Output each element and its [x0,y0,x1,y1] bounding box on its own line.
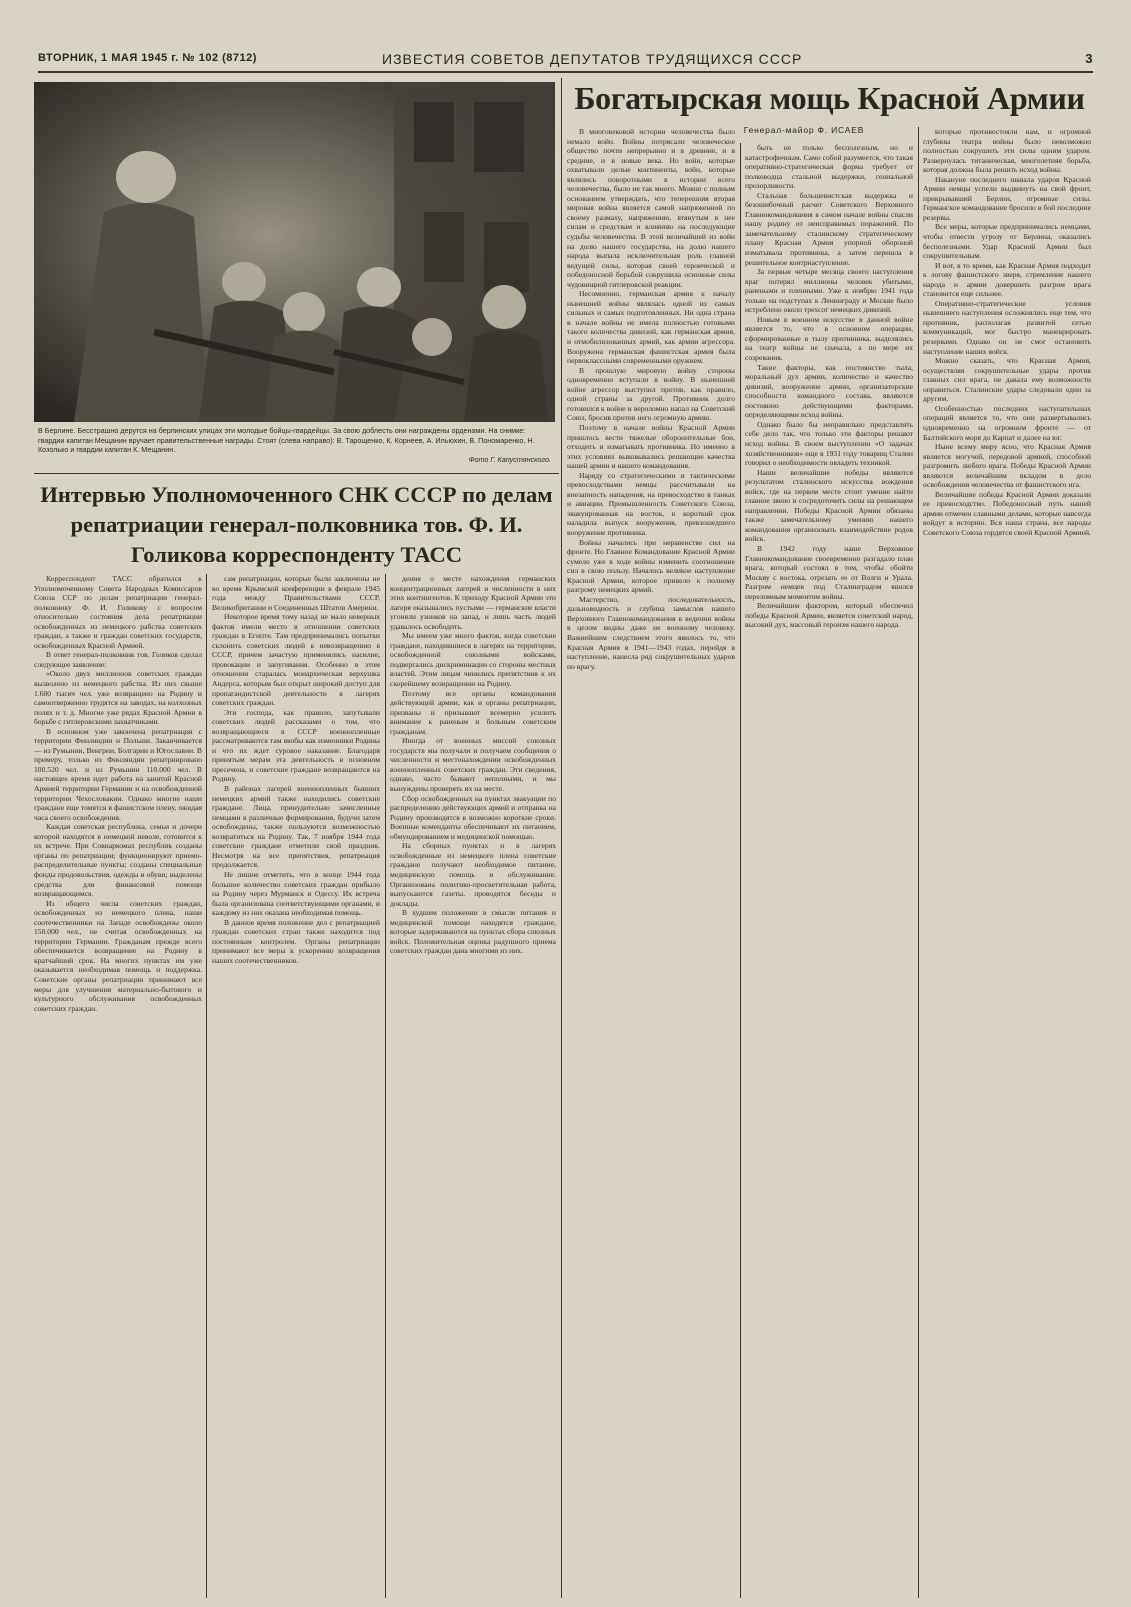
paragraph: Величайшим фактором, который обеспечил победы Красной Армии, является советский народ, высокий дух, массовый героизм нашего народа. [745,601,913,630]
interview-column-1 [34,574,202,1598]
newspaper-name: ИЗВЕСТИЯ СОВЕТОВ ДЕПУТАТОВ ТРУДЯЩИХСЯ СССР [382,51,803,67]
column-rule-article-2 [918,127,919,1598]
interview-column-2 [212,574,380,1598]
paragraph: И вот, в то время, как Красная Армия подходит к логову фашистского зверя, стремление нашего народа и армии довершить разгром врага становится еще сильнее. [923,260,1091,299]
paragraph: Несомненно, германская армия к началу нынешней войны являлась одной из самых сильных и самых подготовленных. Ни одна страна в начале войны не имела полностью готовыми такого количества дивизий, как германская армия, и отмобилизованных армий, как армии агрессора. Вооружена германская фашистская армия была первоклассными современными оружием. [567,289,735,366]
paragraph: За первые четыре месяца своего наступления враг потерял миллионы человек убитыми, ранеными и пленными. Уже к ноябрю 1941 года только на подступах к Ленинграду и Москве было истреблено около трехсот немецких дивизий. [745,267,913,315]
paragraph: Из общего числа советских граждан, освобожденных из немецкого плена, наши соотечественники на Западе освобождены около 150.000 чел., не считая освобожденных на территории Германии. Гражданам прежде всего обеспечивается возвращение на Родину в кратчайший срок. На многих пунктах им уже оказывается необходимая помощь и поддержка. Советские органы репатриации принимают все меры для улучшения материально-бытового и культурного обслуживания освобожденных советских граждан. [34,898,202,1013]
paragraph: Особенностью последних наступательных операций является то, что они развертывались одновременно на огромном фронте — от Балтийского моря до Карпат и далее на юг. [923,403,1091,442]
paragraph: Новым в военном искусстве в данной войне является то, что в основном операции, сформированные в тылу противника, выделялись на театр войны не сначала, а по мере их созревания. [745,314,913,363]
paragraph: быть не только бесполезным, но и катастрофичным. Само собой разумеется, что такая оперативно-стратегическая форма требует от полководца стальной выдержки, гениальной прозорливости. [745,143,913,191]
soldiers-photo-image [34,82,555,422]
interview-column-3 [390,574,556,1598]
paragraph: Ныне всему миру ясно, что Красная Армия является могучей, передовой армией, способной разгромить любого врага. Победы Красной Армии являются величайшим вкладом в дело освобождения человечества от фашистского ига. [923,442,1091,490]
paragraph: В районах лагерей военнопленных бывших немецких армий также находились советские граждане. Лица, принудительно зачисленные немцами в различные формирования, будучи затем освобождены, также пользуются возможностью возвратиться на Родину. Так, 7 ноября 1944 года советские граждане отметили свой праздник. Несмотря на все препятствия, репатриация продолжается. [212,784,380,870]
photo-credit: Фото Г. Капустянского. [468,454,551,464]
paragraph: Войны начались при неравенстве сил на фронте. Но Главное Командование Красной Армии сумело уже в ходе войны изменить соотношение сил в свою пользу. Началось великое наступление Красной Армии, которое привело к полному разгрому немецких армий. [567,537,735,595]
paragraph: Оперативно-стратегические условия нынешнего наступления осложнялись еще тем, что противник, располагая развитой сетью коммуникаций, мог быстро маневрировать резервами. Однако он не смог остановить наступление наших войск. [923,298,1091,356]
paragraph: В ответ генерал-полковник тов. Голиков сделал следующее заявление: [34,650,202,669]
paragraph: Сбор освобожденных на пунктах эвакуации по распределению действующих армий и отправка на Родину производятся в возможно короткие сроки. Военные коменданты обеспечивают их питанием, обмундированием и медицинской помощью. [390,793,556,841]
paragraph: сам репатриации, которые были заключены не во время Крымской конференции в феврале 1945 года между Правительствами СССР, Великобритании и Соединенных Штатов Америки. [212,574,380,612]
paragraph: Некоторое время тому назад не мало неверных фактов имели место в отношении советских граждан в Египте. Там предпринимались попытки склонить советских людей к невозвращению в СССР, причем зачастую применялись насилие, провокации и запугивания. Особенно в этом отношении старалась монархическая верхушка Андерса, которым был открыт широкий доступ для пропагандистской деятельности в лагерях советских граждан. [212,612,380,708]
paragraph: В данное время положение дел с репатриацией граждан советских стран также находится под постоянным контролем. Органы репатриации принимают все меры к ускорению возвращения наших соотечественников. [212,917,380,965]
paragraph: Поэтому все органы командования действующей армии, как и органы репатриации, призваны и призывают всемерно усилить внимание к раненым и больным советским гражданам. [390,688,556,736]
article-column-3 [923,127,1091,1598]
column-rule-main [561,78,562,1598]
article-author: Генерал-майор Ф. ИСАЕВ [743,125,865,135]
paragraph: Стальная большевистская выдержка и безошибочный расчет Советского Верховного Главнокомандования в самом начале войны спасли нашу родину от неисправимых поражений. По замечательному сталинскому стратегическому плану Красная Армия упорной обороной изматывала противника, а затем перешла в решительное контрнаступление. [745,190,913,267]
paragraph: В многовековой истории человечества было немало войн. Войны потрясали человеческое общество почти непрерывно и в древние, и в средние, и в новые века. Но войн, которые охватывали целые континенты, войн, которые являлись поворотными в истории всего человечества, было не так много. Можно с полным основанием утверждать, что теперешняя вторая мировая война является самой напряженной по своему размаху, напряжению, втянутым в нее силам и средствам и влиянию на последующие судьбы человечества. В этой величайшей из войн на долю нашего государства, на долю нашего народа выпала исключительная роль главной ведущей силы, которая своей героической и победоносной борьбой сокрушила основные силы чудовищной гитлеровской реакции. [567,127,735,289]
paragraph: Корреспондент ТАСС обратился к Уполномоченному Совета Народных Комиссаров Союза ССР по делам репатриации генерал-полковнику Ф. И. Голикову с вопросом относительно состояния дела репатриации освобожденных из немецкого рабства советских граждан, а также и граждан советских государств, освобожденных Красной Армией. [34,574,202,650]
paragraph: В основном уже закончена репатриация с территории Финляндии и Польши. Заканчивается — из Румынии, Венгрии, Болгарии и Югославии. В примеру, только из Финляндии репатриировано 100.520 чел. и из Румынии 110.000 чел. В настоящее время идет работа на занятой Красной Армией территории Германии и на освобожденной территории Чехословакии. Однако многие наши граждане еще томятся в фашистском плену, ожидая часа своего освобождения. [34,726,202,822]
paragraph: Не лишне отметить, что в конце 1944 года большое количество советских граждан прибыло на Родину через Мурманск и Одессу. Их встреча была организована соответствующими органами, и каждому из них оказана необходимая помощь. [212,869,380,918]
column-rule-interview-2 [385,574,386,1598]
paragraph: Величайшие победы Красной Армии доказали ее превосходство. Победоносный путь нашей армии отмечен славными делами, которые навсегда войдут в историю. Вся наша страна, все народы Советского Союза гордятся своей Красной Армией. [923,489,1091,537]
paragraph: Мы имеем уже много фактов, когда советские граждане, находившиеся в лагерях на территории, освобожденной союзными войсками, подвергались дискриминации со стороны местных властей. Этим лицам чинились препятствия к их скорейшему возвращению на Родину. [390,631,556,689]
masthead [38,49,1093,73]
paragraph: Однако было бы неправильно представлять себе дело так, что только эти факторы решают исход войны. В своем выступлении «О задачах хозяйственников» еще в 1931 году товарищ Сталин говорил о необходимости овладеть техникой. [745,419,913,468]
interview-headline: Интервью Уполномоченного СНК СССР по делам репатриации генерал-полковника тов. Ф. И. Голикова корреспонденту ТАСС [34,473,559,569]
paragraph: Поэтому в начале войны Красной Армии пришлось вести тяжелые оборонительные бои, отходить и изматывать противника. Но именно в этих условиях выковывались решающие качества нашей армии и нашего командования. [567,422,735,471]
paragraph: Иногда от военных миссий союзных государств мы получали и получаем сообщения о численности и местонахождении освобожденных военнопленных советских граждан. Эти сведения, однако, часто бывают неполными, и мы вынуждены проверять их на месте. [390,736,556,794]
paragraph: Накануне последнего шквала ударов Красной Армии немцы успели выдвинуть на свой фронт, прикрывавший Берлин, огромные силы. Германское командование бросило в бой последние резервы. [923,174,1091,222]
article-column-2 [745,143,913,1598]
news-photo [34,82,555,422]
page-number: 3 [1085,51,1093,66]
paragraph: Эти господа, как правило, запутывали советских людей рассказами о том, что возвращающиеся в СССР военнопленные рассматриваются там якобы как изменники Родины и что их ждет суровое наказание. Благодаря принятым мерам эта деятельность в основном пресечена, и советские граждане возвращаются на Родину. [212,707,380,784]
article-headline: Богатырская мощь Красной Армии [574,80,1085,116]
paragraph: Наряду со стратегическими и тактическими превосходствами немцы рассчитывали на внезапность нападения, на превосходство в танках и авиации. Промышленность Советского Союза, эвакуированная на восток, в короткий срок наладила выпуск вооружения, превзошедшего вооружение противника. [567,470,735,537]
paragraph: На сборных пунктах и в лагерях освобожденные из немецкого плена советские граждане получают необходимое питание, медицинскую помощь и обслуживание. Организована политико-просветительная работа, выпускаются газеты, проводятся беседы и доклады. [390,841,556,908]
paragraph: Все меры, которые предпринимались немцами, чтобы отвести угрозу от Берлина, оказались бесполезными. Удар Красной Армии был сокрушительным. [923,222,1091,261]
column-rule-article-1 [740,143,741,1598]
paragraph: дения о месте нахождения германских концентрационных лагерей и численности в них этих контингентов. К приходу Красной Армии эти лагеря оказывались пустыми — германские власти угоняли узников на запад, и лишь часть людей удавалось освободить. [390,574,556,631]
paragraph: В худшем положении в смысле питания и медицинской помощи находятся граждане, которые задерживаются на пунктах сбора союзных войск. Положительная оценка радушного приема советских граждан дана многими из них. [390,908,556,956]
paragraph: «Около двух миллионов советских граждан вызволено из немецкого рабства. Из них свыше 1.600 тысяч чел. уже возвращено на Родину и самоотверженно трудятся на заводах, на колхозных полях и т. д. Многие уже рядах Красной Армии в борьбе с гитлеровскими захватчиками. [34,669,202,727]
paragraph: Можно сказать, что Красная Армия, осуществляя сокрушительные удары против главных сил врага, не давала ему возможности оправиться. Сталинские удары следовали один за другим. [923,356,1091,404]
paragraph: Такие факторы, как постоянство тыла, моральный дух армии, количество и качество дивизий, вооружение армии, организаторские способности командного состава, являются постоянно действующими факторами, определяющими исход войны. [745,362,913,420]
paragraph: В прошлую мировую войну стороны одновременно вступали в войну. В нынешней войне агрессор выступил против, как правило, одной страны за другой. Противник долго готовился к войне и вероломно напал на Советский Союз, бросив против него огромную армию. [567,365,735,423]
paragraph: В 1942 году наше Верховное Главнокомандование своевременно разгадало план врага, который состоял в том, чтобы обойти Москву с востока, отрезать ее от Волги и Урала. Разгром немцев под Сталинградом явился переломным моментом войны. [745,543,913,601]
paragraph: Каждая советская республика, семьи и дочери которой находятся в немецкой неволе, готовится к их встрече. При Совнаркомах республик созданы органы по репатриации; функционируют приемо-распределительные пункты; созданы специальные фонды продовольствия, одежды и обуви; выделены средства для финансовой помощи возвращающимся. [34,822,202,899]
paragraph: Мастерство, последовательность, дальновидность и глубина замыслов нашего Верховного Главнокомандования в ведении войны в целом видны даже не военному человеку. Важнейшим следствием этого явилось то, что Красная Армия в 1941—1943 годах, перейдя в наступление, нанесла ряд сокрушительных ударов по врагу. [567,594,735,671]
article-column-1 [567,127,735,1598]
paragraph: Наши величайшие победы являются результатом сталинского искусства вождения войск, где на первом месте стоит умение найти главное звено и сосредоточить силы на решающем направлении. Победы Красной Армии обязаны также замечательному умению нашего командования организовать взаимодействие родов войск. [745,467,913,544]
photo-caption-text: В Берлине. Бесстрашно дерутся на берлинских улицах эти молодые бойцы-гвардейцы. За свою доблесть они награждены орденами. На снимке: гвардии капитан Мещанин вручает правительственные награды. Стоят (слева направо): В. Тарощенко, К. Корнеев, А. Ильюхин, В. Пономаренко, Н. Козолько и гвардии капитан К. Мещанин. [38,426,535,454]
column-rule-interview-1 [206,574,207,1598]
issue-date: ВТОРНИК, 1 МАЯ 1945 г. № 102 (8712) [38,52,257,64]
photo-caption [38,426,551,468]
paragraph: которые противостояли нам, и огромной глубины театра войны было невозможно полностью сокрушить эти силы одним ударом. Развернулась титаническая, многолетняя борьба, которая должна была решить исход войны. [923,127,1091,175]
